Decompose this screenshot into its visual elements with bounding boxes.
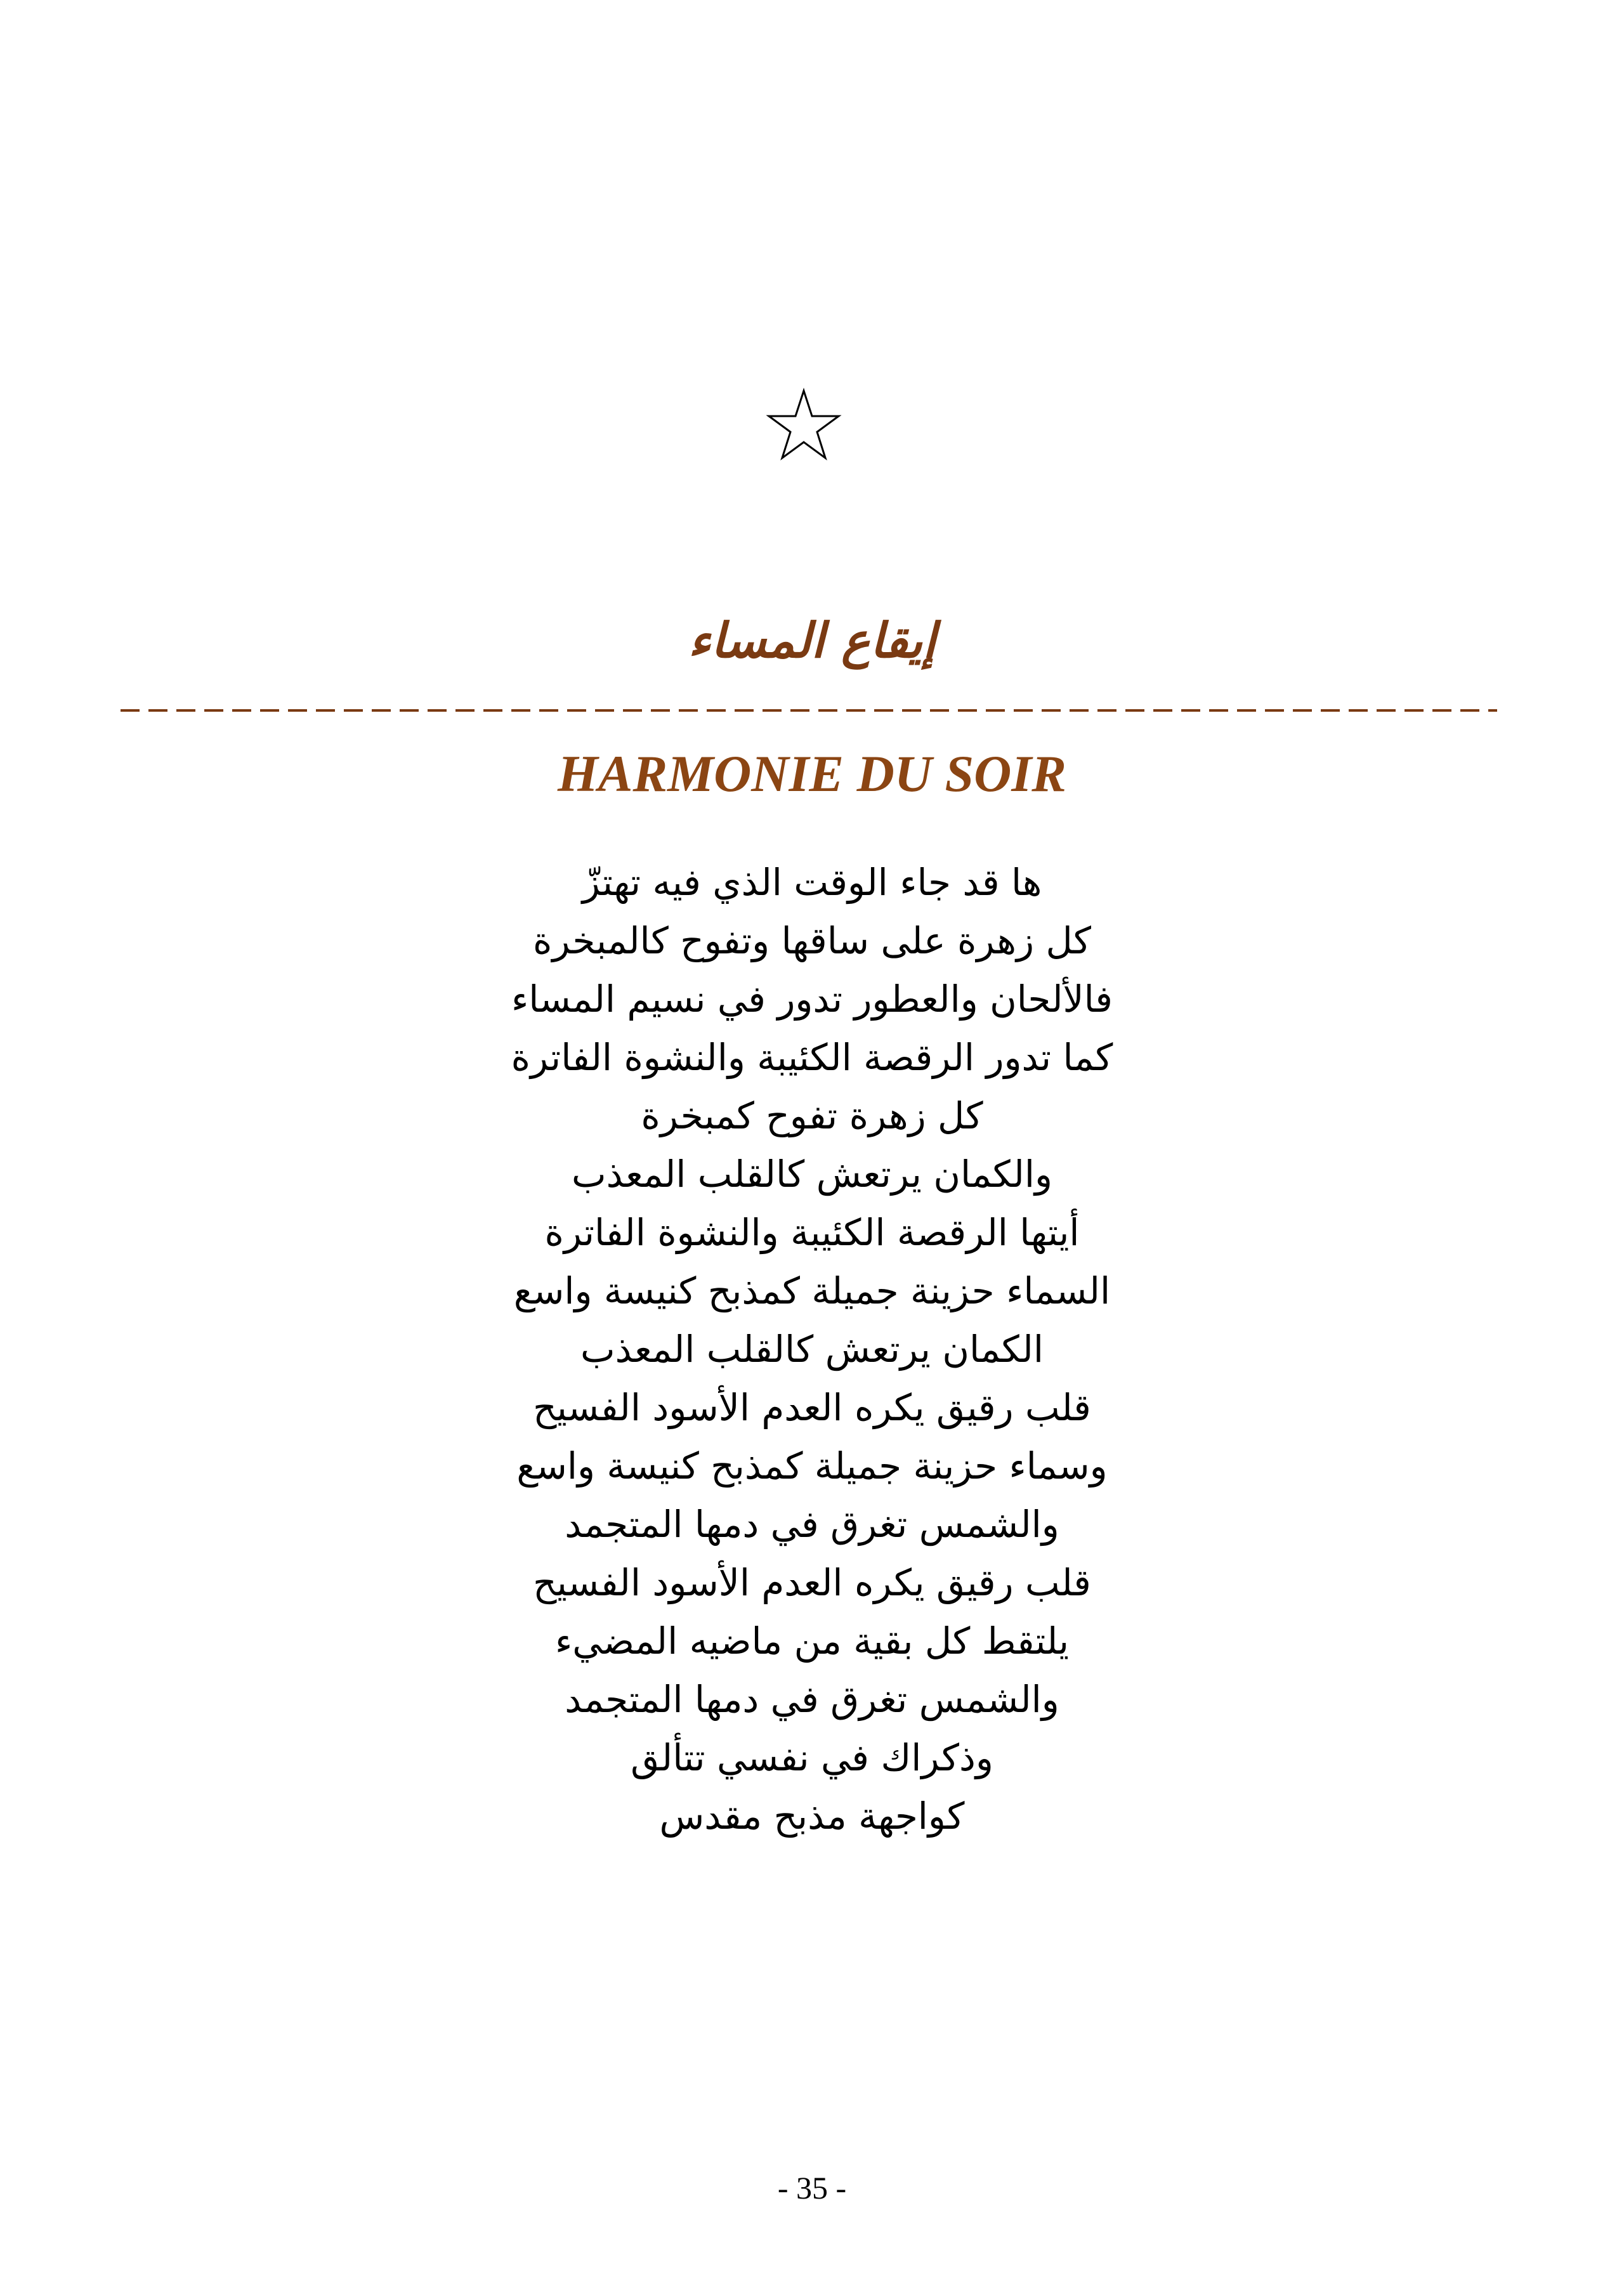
poem-line: السماء حزينة جميلة كمذبح كنيسة واسع bbox=[513, 1269, 1111, 1312]
page-number: - 35 - bbox=[777, 2170, 847, 2206]
poem-line: كواجهة مذبح مقدس bbox=[659, 1795, 965, 1838]
poem-line: قلب رقيق يكره العدم الأسود الفسيح bbox=[533, 1561, 1091, 1604]
poem-line: كل زهرة على ساقها وتفوح كالمبخرة bbox=[533, 919, 1091, 962]
poem-title-arabic: إيقاع المساء bbox=[688, 612, 936, 669]
dashed-divider bbox=[121, 707, 1497, 714]
poem-line: قلب رقيق يكره العدم الأسود الفسيح bbox=[533, 1386, 1091, 1429]
poem-line: فالألحان والعطور تدور في نسيم المساء bbox=[511, 978, 1113, 1021]
poem-title-french: HARMONIE DU SOIR bbox=[558, 745, 1066, 802]
poem-line: يلتقط كل بقية من ماضيه المضيء bbox=[554, 1619, 1070, 1663]
poem-line: وذكراك في نفسي تتألق bbox=[631, 1736, 993, 1779]
poem-line: كما تدور الرقصة الكئيبة والنشوة الفاترة bbox=[511, 1036, 1113, 1079]
poem-line: أيتها الرقصة الكئيبة والنشوة الفاترة bbox=[544, 1211, 1080, 1254]
poem-line: ها قد جاء الوقت الذي فيه تهتزّ bbox=[582, 861, 1042, 904]
poem-line: كل زهرة تفوح كمبخرة bbox=[641, 1094, 983, 1137]
star-outline-icon bbox=[766, 387, 842, 463]
poem-line: وسماء حزينة جميلة كمذبح كنيسة واسع bbox=[516, 1444, 1108, 1488]
poem-line: والشمس تغرق في دمها المتجمد bbox=[565, 1503, 1059, 1546]
poem-body bbox=[0, 853, 1624, 1845]
poem-line: الكمان يرتعش كالقلب المعذب bbox=[580, 1328, 1044, 1371]
poem-line: والشمس تغرق في دمها المتجمد bbox=[565, 1678, 1059, 1721]
poem-line: والكمان يرتعش كالقلب المعذب bbox=[572, 1153, 1052, 1196]
